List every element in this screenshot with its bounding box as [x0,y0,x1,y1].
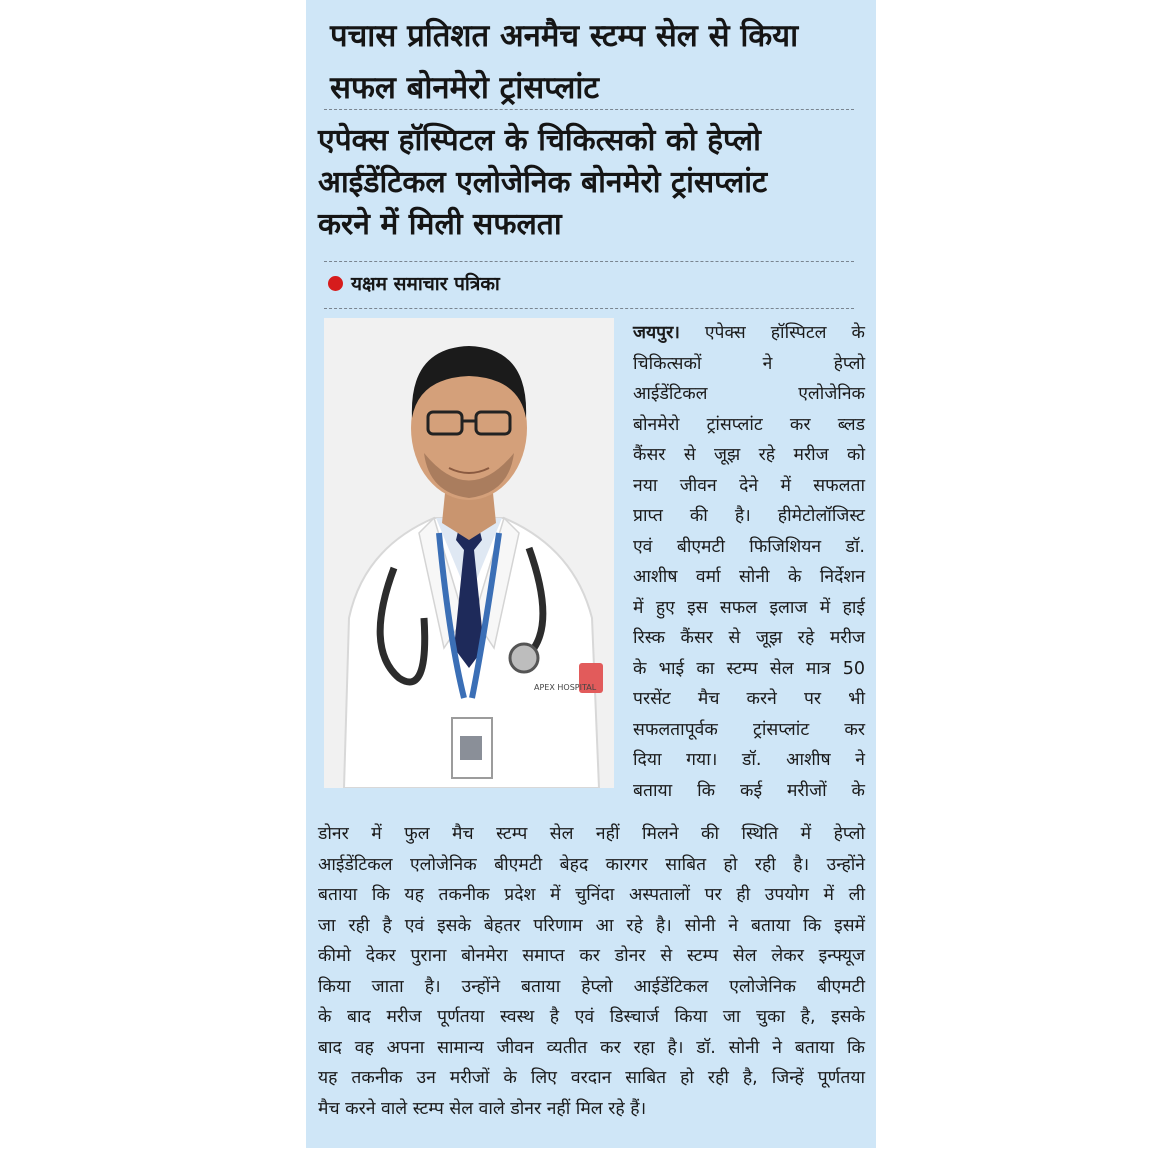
subheadline-line: आईडेंटिकल एलोजेनिक बोनमेरो ट्रांसप्लांट [318,165,768,200]
body-line-text: एपेक्स हॉस्पिटल के [679,323,865,343]
body-line: कीमो देकर पुराना बोनमेरा समाप्त कर डोनर से स्टम्प सेल लेकर इन्फ्यूज [318,946,865,966]
body-line: बताया कि कई मरीजों के [633,780,865,801]
body-line: बोनमेरो ट्रांसप्लांट कर ब्लड [633,414,865,435]
body-line [633,318,865,349]
doctor-portrait-icon [324,318,614,788]
body-line: आशीष वर्मा सोनी के निर्देशन [633,567,865,587]
body-line: दिया गया। डॉ. आशीष ने [633,750,865,770]
body-line: बताया कि यह तकनीक प्रदेश में चुनिंदा अस्पतालों पर ही उपयोग में ली [318,885,865,905]
body-line: के भाई का स्टम्प सेल मात्र 50 [633,658,865,679]
body-line: किया जाता है। उन्होंने बताया हेप्लो आईडेंटिकल एलोजेनिक बीएमटी [318,976,865,997]
body-line: के बाद मरीज पूर्णतया स्वस्थ है एवं डिस्चार्ज किया जा चुका है, इसके [318,1007,865,1027]
body-line: मैच करने वाले स्टम्प सेल वाले डोनर नहीं मिल रहे हैं। [318,1098,647,1119]
body-line: एवं बीएमटी फिजिशियन डॉ. [633,536,865,557]
coat-logo-text: APEX HOSPITAL [534,683,597,692]
byline [328,268,500,298]
body-line: कैंसर से जूझ रहे मरीज को [633,445,865,465]
dateline: जयपुर। [633,323,680,343]
byline-text: यक्षम समाचार पत्रिका [351,273,500,295]
sub-headline [318,120,866,246]
body-line: आईडेंटिकल एलोजेनिक [633,384,865,404]
body-line: में हुए इस सफल इलाज में हाई [633,597,865,618]
headline-line: सफल बोनमेरो ट्रांसप्लांट [330,70,600,106]
body-line: सफलतापूर्वक ट्रांसप्लांट कर [633,719,865,740]
body-line: नया जीवन देने में सफलता [633,475,865,496]
subheadline-line: एपेक्स हॉस्पिटल के चिकित्सको को हेप्लो [318,123,761,158]
body-line: यह तकनीक उन मरीजों के लिए वरदान साबित हो रही है, जिन्हें पूर्णतया [318,1068,865,1088]
bullet-dot-icon [328,276,343,291]
article-body-column [633,318,865,806]
divider [324,308,854,309]
body-line: आईडेंटिकल एलोजेनिक बीएमटी बेहद कारगर साबित हो रही है। उन्होंने [318,854,865,875]
doctor-portrait-photo [324,318,614,788]
article-body-wide [318,819,865,1124]
body-line: जा रही है एवं इसके बेहतर परिणाम आ रहे है। सोनी ने बताया कि इसमें [318,915,865,936]
subheadline-line: करने में मिली सफलता [318,207,562,242]
body-line: चिकित्सकों ने हेप्लो [633,353,865,374]
newspaper-clipping [306,0,876,1148]
body-line: डोनर में फुल मैच स्टम्प सेल नहीं मिलने की स्थिति में हेप्लो [318,824,865,844]
divider [324,109,854,110]
body-line: परसेंट मैच करने पर भी [633,689,865,709]
body-line: प्राप्त की है। हीमेटोलॉजिस्ट [633,506,865,526]
body-line: बाद वह अपना सामान्य जीवन व्यतीत कर रहा है। डॉ. सोनी ने बताया कि [318,1037,865,1058]
body-line: रिस्क कैंसर से जूझ रहे मरीज [633,628,865,648]
divider [324,261,854,262]
main-headline [330,10,860,114]
headline-line: पचास प्रतिशत अनमैच स्टम्प सेल से किया [330,18,799,54]
